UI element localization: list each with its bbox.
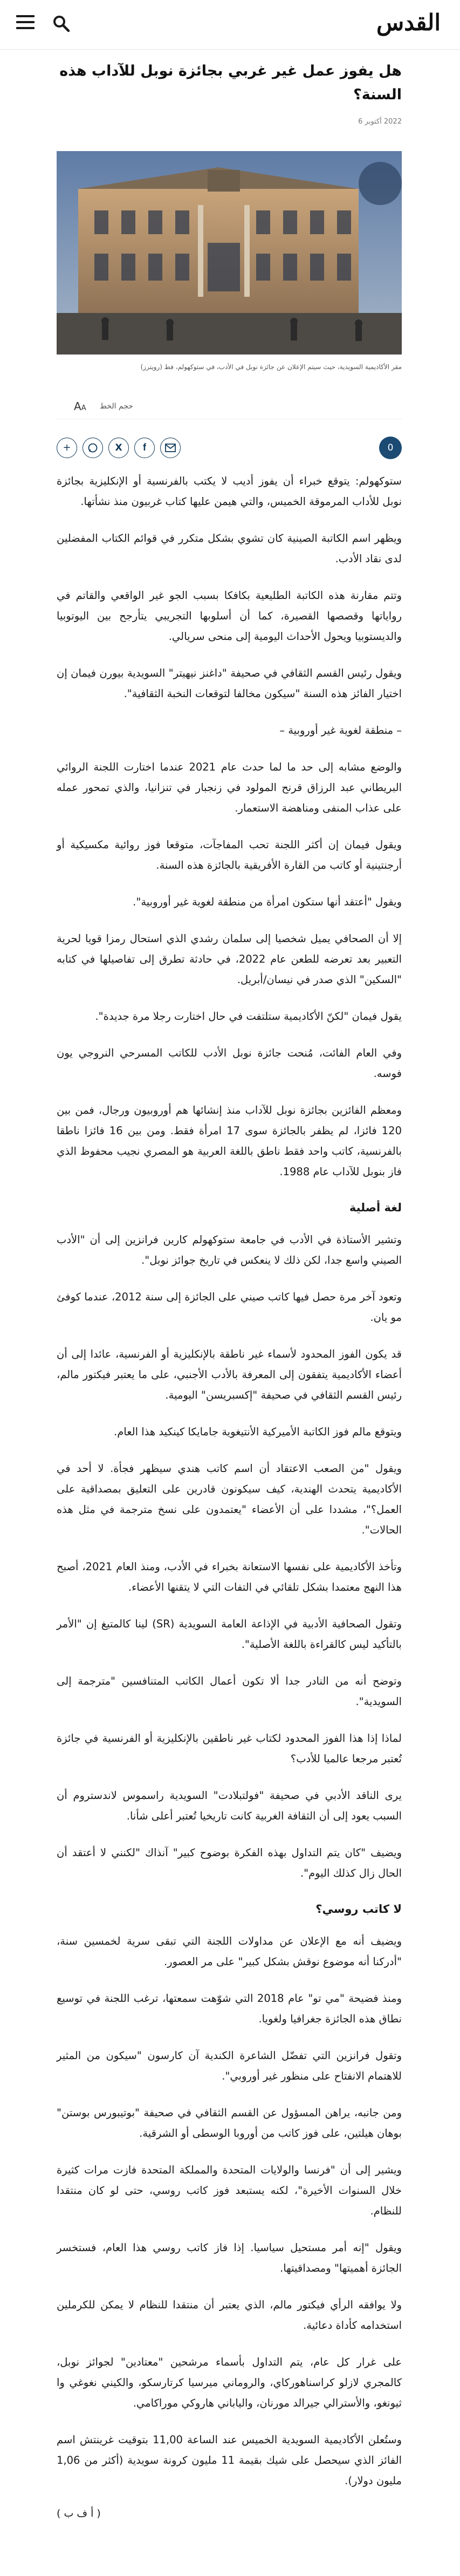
share-facebook-button[interactable] — [134, 438, 155, 458]
paragraph: ويقول "أعتقد أنها ستكون امرأة من منطقة لغوية غير أوروبية". — [133, 896, 402, 908]
paragraph: ويقول "إنه أمر مستحيل سياسيا. إذا فاز كاتب روسي هذا العام، فستخسر الجائزة أهميتها" ومصداقيتها. — [57, 2241, 402, 2274]
paragraph: ويضيف "كان يتم التداول بهذه الفكرة بوضوح كبير" آنذاك "لكنني لا أعتقد أن الحال زال كذلك اليوم". — [57, 1846, 402, 1879]
share-more-button[interactable] — [57, 438, 77, 458]
paragraph: إلا أن الصحافي يميل شخصيا إلى سلمان رشدي الذي استحال رمزا قويا لحرية التعبير بعد تعرضه للطعن عام 2022، في حادثة تطرق إلى تفاصيلها في كتابه "السكين" الذي صدر في نيسان/أبريل. — [57, 932, 402, 986]
article-signature: ( أ ف ب ) — [57, 2507, 101, 2519]
paragraph: وتأخذ الأكاديمية على نفسها الاستعانة بخبراء في الأدب، ومنذ العام 2021، أصبح هذا النهج معتمدا بشكل تلقائي في التفات التي لا يتقنها الأعضاء. — [57, 1560, 402, 1593]
plus-icon: + — [63, 442, 71, 453]
paragraph: ويتوقع مالم فوز الكاتبة الأميركية الأنتيغوية جامايكا كينكيد هذا العام. — [114, 1426, 402, 1438]
section-heading: لغة أصلية — [349, 1201, 402, 1214]
whatsapp-icon — [87, 442, 98, 453]
paragraph: وتقول الصحافية الأدبية في الإذاعة العامة السويدية (SR) لينا كالمتيغ إن "الأمر بالتأكيد ليس كالقراءة باللغة الأصلية". — [57, 1618, 402, 1651]
paragraph: ومن جانبه، يراهن المسؤول عن القسم الثقافي في صحيفة "بوتيبورس بوستن" بوهان هيلتين، على فوز كاتب من أوروبا الوسطى أو الشرقية. — [57, 2107, 402, 2139]
paragraph: ويظهر اسم الكاتبة الصينية كان تشوي بشكل متكرر في قوائم الكتاب المفضلين لدى نقاد الأدب. — [57, 532, 402, 565]
comment-count: 0 — [387, 442, 394, 453]
paragraph: ومنذ فضيحة "مي تو" عام 2018 التي شوّهت سمعتها، ترغب اللجنة في توسيع نطاق هذه الجائزة جغرافيا ولغويا. — [57, 1992, 402, 2025]
paragraph: على غرار كل عام، يتم التداول بأسماء مرشحين "معتادين" لجوائز نوبل، كالمجري لازلو كراسناهوركاي، والروماني ميرسيا كرتارسكو، والكيني نغوغي وا ثيونغو، والأسترالي جيرالد مورنان، والياباني هاروكي موراكامي. — [57, 2356, 402, 2409]
paragraph: وتعود آخر مرة حصل فيها كاتب صيني على الجائزة إلى سنة 2012، عندما كوفئ مو يان. — [57, 1291, 402, 1324]
paragraph: ولا يوافقه الرأي فيكتور مالم، الذي يعتبر أن منتقدا للنظام لا يمكن للكرملين استخدامه كأداة دعائية. — [57, 2299, 402, 2332]
paragraph: ستوكهولم: يتوقع خبراء أن يفوز أديب لا يكتب بالفرنسية أو الإنكليزية بجائزة نوبل للأداب المرموقة الخميس، والتي هيمن عليها كتاب غربيون منذ نشأتها. — [57, 475, 402, 508]
paragraph: وفي العام الفائت، مُنحت جائزة نوبل الأدب للكاتب المسرحي النروجي يون فوسه. — [57, 1047, 402, 1080]
article-title: هل يفوز عمل غير غربي بجائزة نوبل للآداب هذه السنة؟ — [59, 63, 402, 103]
paragraph: ويضيف أنه مع الإعلان عن مداولات اللجنة التي تبقى سرية لخمسين سنة، "أدركنا أنه موضوع نوقش بشكل كبير" على مر العصور. — [57, 1935, 402, 1968]
x-icon: X — [115, 442, 122, 453]
email-icon — [165, 444, 176, 452]
font-size-icon[interactable]: AA — [74, 400, 86, 413]
paragraph: ومعظم الفائزين بجائزة نوبل للآداب منذ إنشائها هم أوروبيون ورجال، فمن بين 120 فائزا، لم يظفر بالجائزة سوى 17 امرأة فقط. ومن بين 16 فائزا ناطقا بالفرنسية، كاتب واحد فقط ناطق باللغة العربية هو المصري نجيب محفوظ الذي فاز بنوبل للآداب عام 1988. — [57, 1104, 402, 1178]
article — [57, 59, 402, 2519]
facebook-icon: f — [143, 442, 146, 453]
hamburger-icon[interactable] — [16, 15, 35, 31]
article-body — [57, 471, 402, 2519]
section-subheading: – منطقة لغوية غير أوروبية – — [279, 724, 402, 737]
section-heading: لا كاتب روسي؟ — [315, 1903, 402, 1916]
paragraph: وتقول فرانزين التي تفضّل الشاعرة الكندية آن كارسون "سيكون من المثير للاهتمام الانفتاح على منظور غير أوروبي". — [57, 2049, 402, 2082]
paragraph: وتتم مقارنة هذه الكاتبة الطليعية بكافكا بسبب الجو غير الواقعي والقاتم في رواياتها وقصصها القصيرة، كما أن أسلوبها التجريبي يتأرجح بين اليوتوبيا والديستوبيا ويحول الأحداث اليومية إلى منحى سريالي. — [57, 589, 402, 643]
font-size-label: حجم الخط — [100, 402, 133, 411]
font-size-control — [57, 398, 402, 419]
paragraph: وتشير الأستاذة في الأدب في جامعة ستوكهولم كارين فرانزين إلى أن "الأدب الصيني واسع جدا، لكن ذلك لا ينعكس في تاريخ جوائز نوبل". — [57, 1234, 402, 1266]
site-header — [0, 0, 460, 50]
article-hero-image — [57, 151, 402, 355]
image-caption: مقر الأكاديمية السويدية، حيث سيتم الإعلان عن جائزة نوبل في الأدب، في ستوكهولم، فط (رويترز) — [140, 363, 402, 371]
paragraph: ويشير إلى أن "فرنسا والولايات المتحدة والمملكة المتحدة فازت مرات كثيرة خلال السنوات الأخيرة"، لكنه يستبعد فوز كاتب روسي، حتى لو كان منتقدا للنظام. — [57, 2164, 402, 2217]
article-date: 2022 أكتوبر 6 — [358, 118, 402, 126]
paragraph: وستُعلن الأكاديمية السويدية الخميس عند الساعة 11,00 بتوقيت غرينتش اسم الفائز الذي سيحصل على شيك بقيمة 11 مليون كرونة سويدية (أكثر من 1,06 مليون دولار). — [57, 2434, 402, 2487]
paragraph: لماذا إذا هذا الفوز المحدود لكتاب غير ناطقين بالإنكليزية أو الفرنسية في جائزة تُعتبر مرجعا عالميا للأدب؟ — [57, 1732, 402, 1765]
paragraph: ويقول فيمان إن أكثر اللجنة تحب المفاجآت، متوقعا فوز روائية مكسيكية أو أرجنتينية أو كاتب من القارة الأفريقية بالجائزة هذه السنة. — [57, 839, 402, 871]
paragraph: يقول فيمان "لكنّ الأكاديمية ستلتفت في حال اختارت رجلا مرة جديدة". — [95, 1010, 402, 1023]
paragraph: وتوضح أنه من النادر جدا ألا تكون أعمال الكاتب المتنافسين "مترجمة إلى السويدية". — [57, 1675, 402, 1708]
share-bar — [57, 430, 402, 468]
paragraph: يرى الناقد الأدبي في صحيفة "فولتبلادت" السويدية راسموس لاندستروم أن السبب يعود إلى أن الثقافة الغربية كانت تاريخيا تُعتبر أعلى شأنا. — [57, 1789, 402, 1822]
share-email-button[interactable] — [160, 438, 181, 458]
paragraph: قد يكون الفوز المحدود لأسماء غير ناطقة بالإنكليزية أو الفرنسية، عائدا إلى أن أعضاء الأكاديمية يتفقون إلى المعرفة بالأدب الأجنبي، على ما يعتبر فيكتور مالم، رئيس القسم الثقافي في صحيفة "إكسبريسن" اليومية. — [57, 1348, 402, 1401]
paragraph: والوضع مشابه إلى حد ما لما حدث عام 2021 عندما اختارت اللجنة الروائي البريطاني عبد الرزاق قرنح المولود في زنجبار في تنزانيا، والذي تمحور عمله على عذاب المنفى ومناهضة الاستعمار. — [57, 761, 402, 814]
paragraph: ويقول "من الصعب الاعتقاد أن اسم كاتب هندي سيظهر فجأة. لا أحد في الأكاديمية يتحدث الهندية، كيف سيكونون قادرين على التعليق بمصداقية على العمل؟"، مشددا على أن الأعضاء "يعتمدون على نسخ مترجمة في مثل هذه الحالات". — [57, 1462, 402, 1536]
comment-count-badge[interactable] — [379, 437, 402, 459]
share-x-button[interactable] — [108, 438, 129, 458]
site-logo[interactable]: القدس — [376, 9, 441, 36]
share-whatsapp-button[interactable] — [83, 438, 103, 458]
search-icon[interactable] — [52, 14, 70, 32]
paragraph: ويقول رئيس القسم الثقافي في صحيفة "داغنز نيهيتر" السويدية بيورن فيمان إن اختيار الفائز هذه السنة "سيكون مخالفا لتوقعات النخبة الثقافية". — [57, 667, 402, 700]
